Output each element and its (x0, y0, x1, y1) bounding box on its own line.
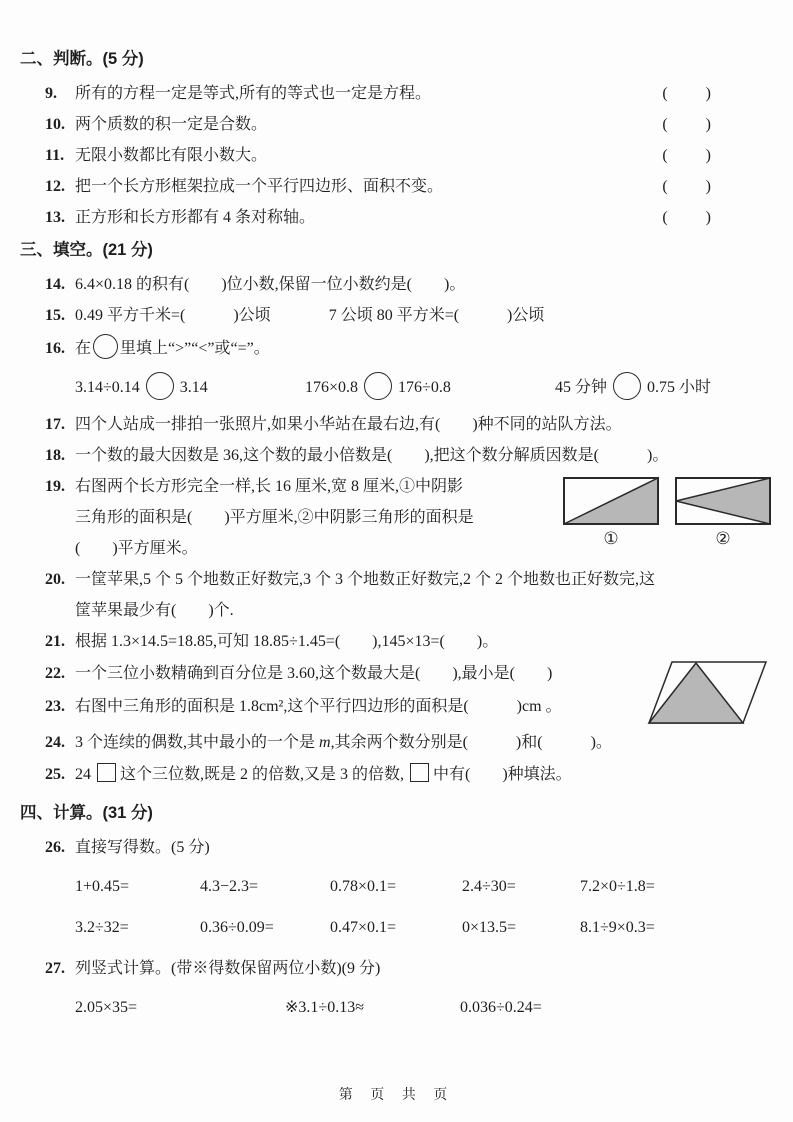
answer-bracket: ( ) (662, 85, 713, 102)
question-number: 23. (45, 698, 65, 715)
question-16 (45, 331, 773, 367)
question-15 (45, 300, 773, 331)
blank-box-icon (97, 763, 116, 782)
question-number: 27. (45, 960, 65, 977)
q16-prefix: 在 (75, 340, 92, 357)
question-text: 右图两个长方形完全一样,长 16 厘米,宽 8 厘米,①中阴影 (75, 478, 464, 495)
question-number: 20. (45, 571, 65, 588)
vertical-calc-row (75, 993, 773, 1023)
question-text: 把一个长方形框架拉成一个平行四边形、面积不变。 (75, 178, 444, 195)
shaded-triangle (564, 478, 658, 524)
q25-p1: 24 (75, 766, 91, 783)
answer-bracket: ( ) (662, 147, 713, 164)
comparison-left: 45 分钟 (555, 379, 608, 396)
question-number: 21. (45, 633, 65, 650)
question-number: 11. (45, 147, 65, 164)
question-20 (45, 564, 773, 595)
question-text: 筐苹果最少有( )个. (75, 602, 234, 619)
q15-part2: 7 公顷 80 平方米=( )公顷 (328, 307, 545, 324)
comparison-left: 3.14÷0.14 (75, 379, 140, 396)
question-number: 12. (45, 178, 65, 195)
calc-expression: 0.036÷0.24= (460, 999, 542, 1016)
q24-post: ,其余两个数分别是( )和( )。 (330, 734, 612, 751)
questions-22-23 (20, 657, 773, 727)
variable-m: m (319, 734, 331, 751)
question-number: 22. (45, 665, 65, 682)
calc-expression: 0.78×0.1= (330, 878, 397, 895)
question-text: 四个人站成一排拍一张照片,如果小华站在最右边,有( )种不同的站队方法。 (75, 416, 622, 433)
parallelogram-svg (647, 659, 769, 727)
question-number: 26. (45, 839, 65, 856)
comparison-right: 0.75 小时 (647, 379, 712, 396)
question-text: ( )平方厘米。 (75, 540, 198, 557)
question-text: 列竖式计算。(带※得数保留两位小数)(9 分) (75, 960, 381, 977)
judge-row (45, 171, 773, 202)
answer-bracket: ( ) (662, 116, 713, 133)
calc-expression: 1+0.45= (75, 878, 130, 895)
comparison-right: 3.14 (179, 379, 208, 396)
figure-label-2: ② (715, 529, 731, 548)
judge-row (45, 202, 773, 233)
calc-expression: 0.47×0.1= (330, 919, 397, 936)
question-number: 24. (45, 734, 65, 751)
question-text: 一个三位小数精确到百分位是 3.60,这个数最大是( ),最小是( ) (75, 665, 553, 682)
question-22 (45, 657, 647, 690)
question-text: 6.4×0.18 的积有( )位小数,保留一位小数约是( )。 (75, 276, 466, 293)
question-text: 无限小数都比有限小数大。 (75, 147, 268, 164)
rect1-svg (561, 475, 661, 527)
section-judge-title: 二、判断。(5 分) (20, 50, 144, 68)
question-18 (45, 440, 773, 471)
question-24 (45, 727, 773, 758)
judge-row (45, 109, 773, 140)
comparison-item (555, 367, 773, 409)
comparison-left: 176×0.8 (305, 379, 359, 396)
question-26 (45, 832, 773, 864)
figure-label-1: ① (603, 529, 619, 548)
question-text: 右图中三角形的面积是 1.8cm²,这个平行四边形的面积是( )cm 。 (75, 698, 562, 715)
comparison-row (75, 367, 773, 409)
shaded-triangle (676, 478, 770, 524)
calc-expression: 3.2÷32= (75, 919, 129, 936)
question-25 (45, 758, 773, 792)
question-number: 13. (45, 209, 65, 226)
q15-part1: 0.49 平方千米=( )公顷 (75, 307, 271, 324)
question-text (75, 758, 773, 792)
comparison-item (305, 367, 555, 409)
blank-box-icon (410, 763, 429, 782)
question-number: 9. (45, 85, 57, 102)
blank-circle-icon (146, 372, 174, 400)
question-text (75, 727, 773, 758)
q25-p3: 中有( )种填法。 (433, 766, 572, 783)
question-text (75, 300, 773, 331)
calc-expression: 2.4÷30= (462, 878, 516, 895)
question-23 (45, 690, 647, 723)
judge-row (45, 78, 773, 109)
blank-circle-icon (93, 334, 118, 359)
judge-row (45, 140, 773, 171)
section-judge (20, 46, 773, 233)
question-number: 15. (45, 307, 65, 324)
calc-expression: 8.1÷9×0.3= (580, 919, 655, 936)
oral-calc-grid (75, 874, 773, 941)
question-text: 三角形的面积是( )平方厘米,②中阴影三角形的面积是 (75, 509, 474, 526)
comparison-right: 176÷0.8 (398, 379, 451, 396)
rect-figure-2 (673, 475, 773, 564)
question-21 (45, 626, 773, 657)
rectangles-figure (561, 471, 773, 564)
question-number: 10. (45, 116, 65, 133)
q24-pre: 3 个连续的偶数,其中最小的一个是 (75, 734, 320, 751)
section-fill-title: 三、填空。(21 分) (20, 241, 153, 259)
calc-expression: ※3.1÷0.13≈ (285, 999, 364, 1016)
question-14 (45, 269, 773, 300)
rect2-svg (673, 475, 773, 527)
question-number: 17. (45, 416, 65, 433)
question-27 (45, 953, 773, 985)
question-text: 一筐苹果,5 个 5 个地数正好数完,3 个 3 个地数正好数完,2 个 2 个地数也正好数完,这 (75, 571, 656, 588)
blank-circle-icon (364, 372, 392, 400)
calc-expression: 0.36÷0.09= (200, 919, 274, 936)
question-number: 18. (45, 447, 65, 464)
question-number: 16. (45, 340, 65, 357)
question-number: 14. (45, 276, 65, 293)
blank-circle-icon (613, 372, 641, 400)
question-text: 根据 1.3×14.5=18.85,可知 18.85÷1.45=( ),145×13=( )。 (75, 633, 499, 650)
q19-text-block (20, 471, 561, 564)
answer-bracket: ( ) (662, 209, 713, 226)
section-calc (20, 800, 773, 1023)
rect-figure-1 (561, 475, 661, 564)
parallelogram-figure (647, 657, 773, 727)
question-text: 两个质数的积一定是合数。 (75, 116, 268, 133)
q19-line1-row (45, 471, 561, 502)
section-calc-title: 四、计算。(31 分) (20, 804, 153, 822)
calc-expression: 4.3−2.3= (200, 878, 259, 895)
question-text: 所有的方程一定是等式,所有的等式也一定是方程。 (75, 85, 432, 102)
section-fill (20, 237, 773, 792)
comparison-item (75, 367, 305, 409)
question-number: 19. (45, 478, 65, 495)
question-17 (45, 409, 773, 440)
q25-p2: 这个三位数,既是 2 的倍数,又是 3 的倍数, (120, 766, 405, 783)
question-19 (20, 471, 773, 564)
question-text: 正方形和长方形都有 4 条对称轴。 (75, 209, 316, 226)
question-text: 直接写得数。(5 分) (75, 839, 210, 856)
calc-expression: 0×13.5= (462, 919, 517, 936)
question-number: 25. (45, 766, 65, 783)
calc-expression: 2.05×35= (75, 999, 138, 1016)
question-text: 一个数的最大因数是 36,这个数的最小倍数是( ),把这个数分解质因数是( )。 (75, 447, 669, 464)
question-text (75, 331, 773, 367)
answer-bracket: ( ) (662, 178, 713, 195)
page-footer: 第 页 共 页 (338, 1088, 455, 1103)
q16-suffix: 里填上“>”“<”或“=”。 (120, 340, 270, 357)
q2223-text-block (20, 657, 647, 727)
calc-expression: 7.2×0÷1.8= (580, 878, 655, 895)
